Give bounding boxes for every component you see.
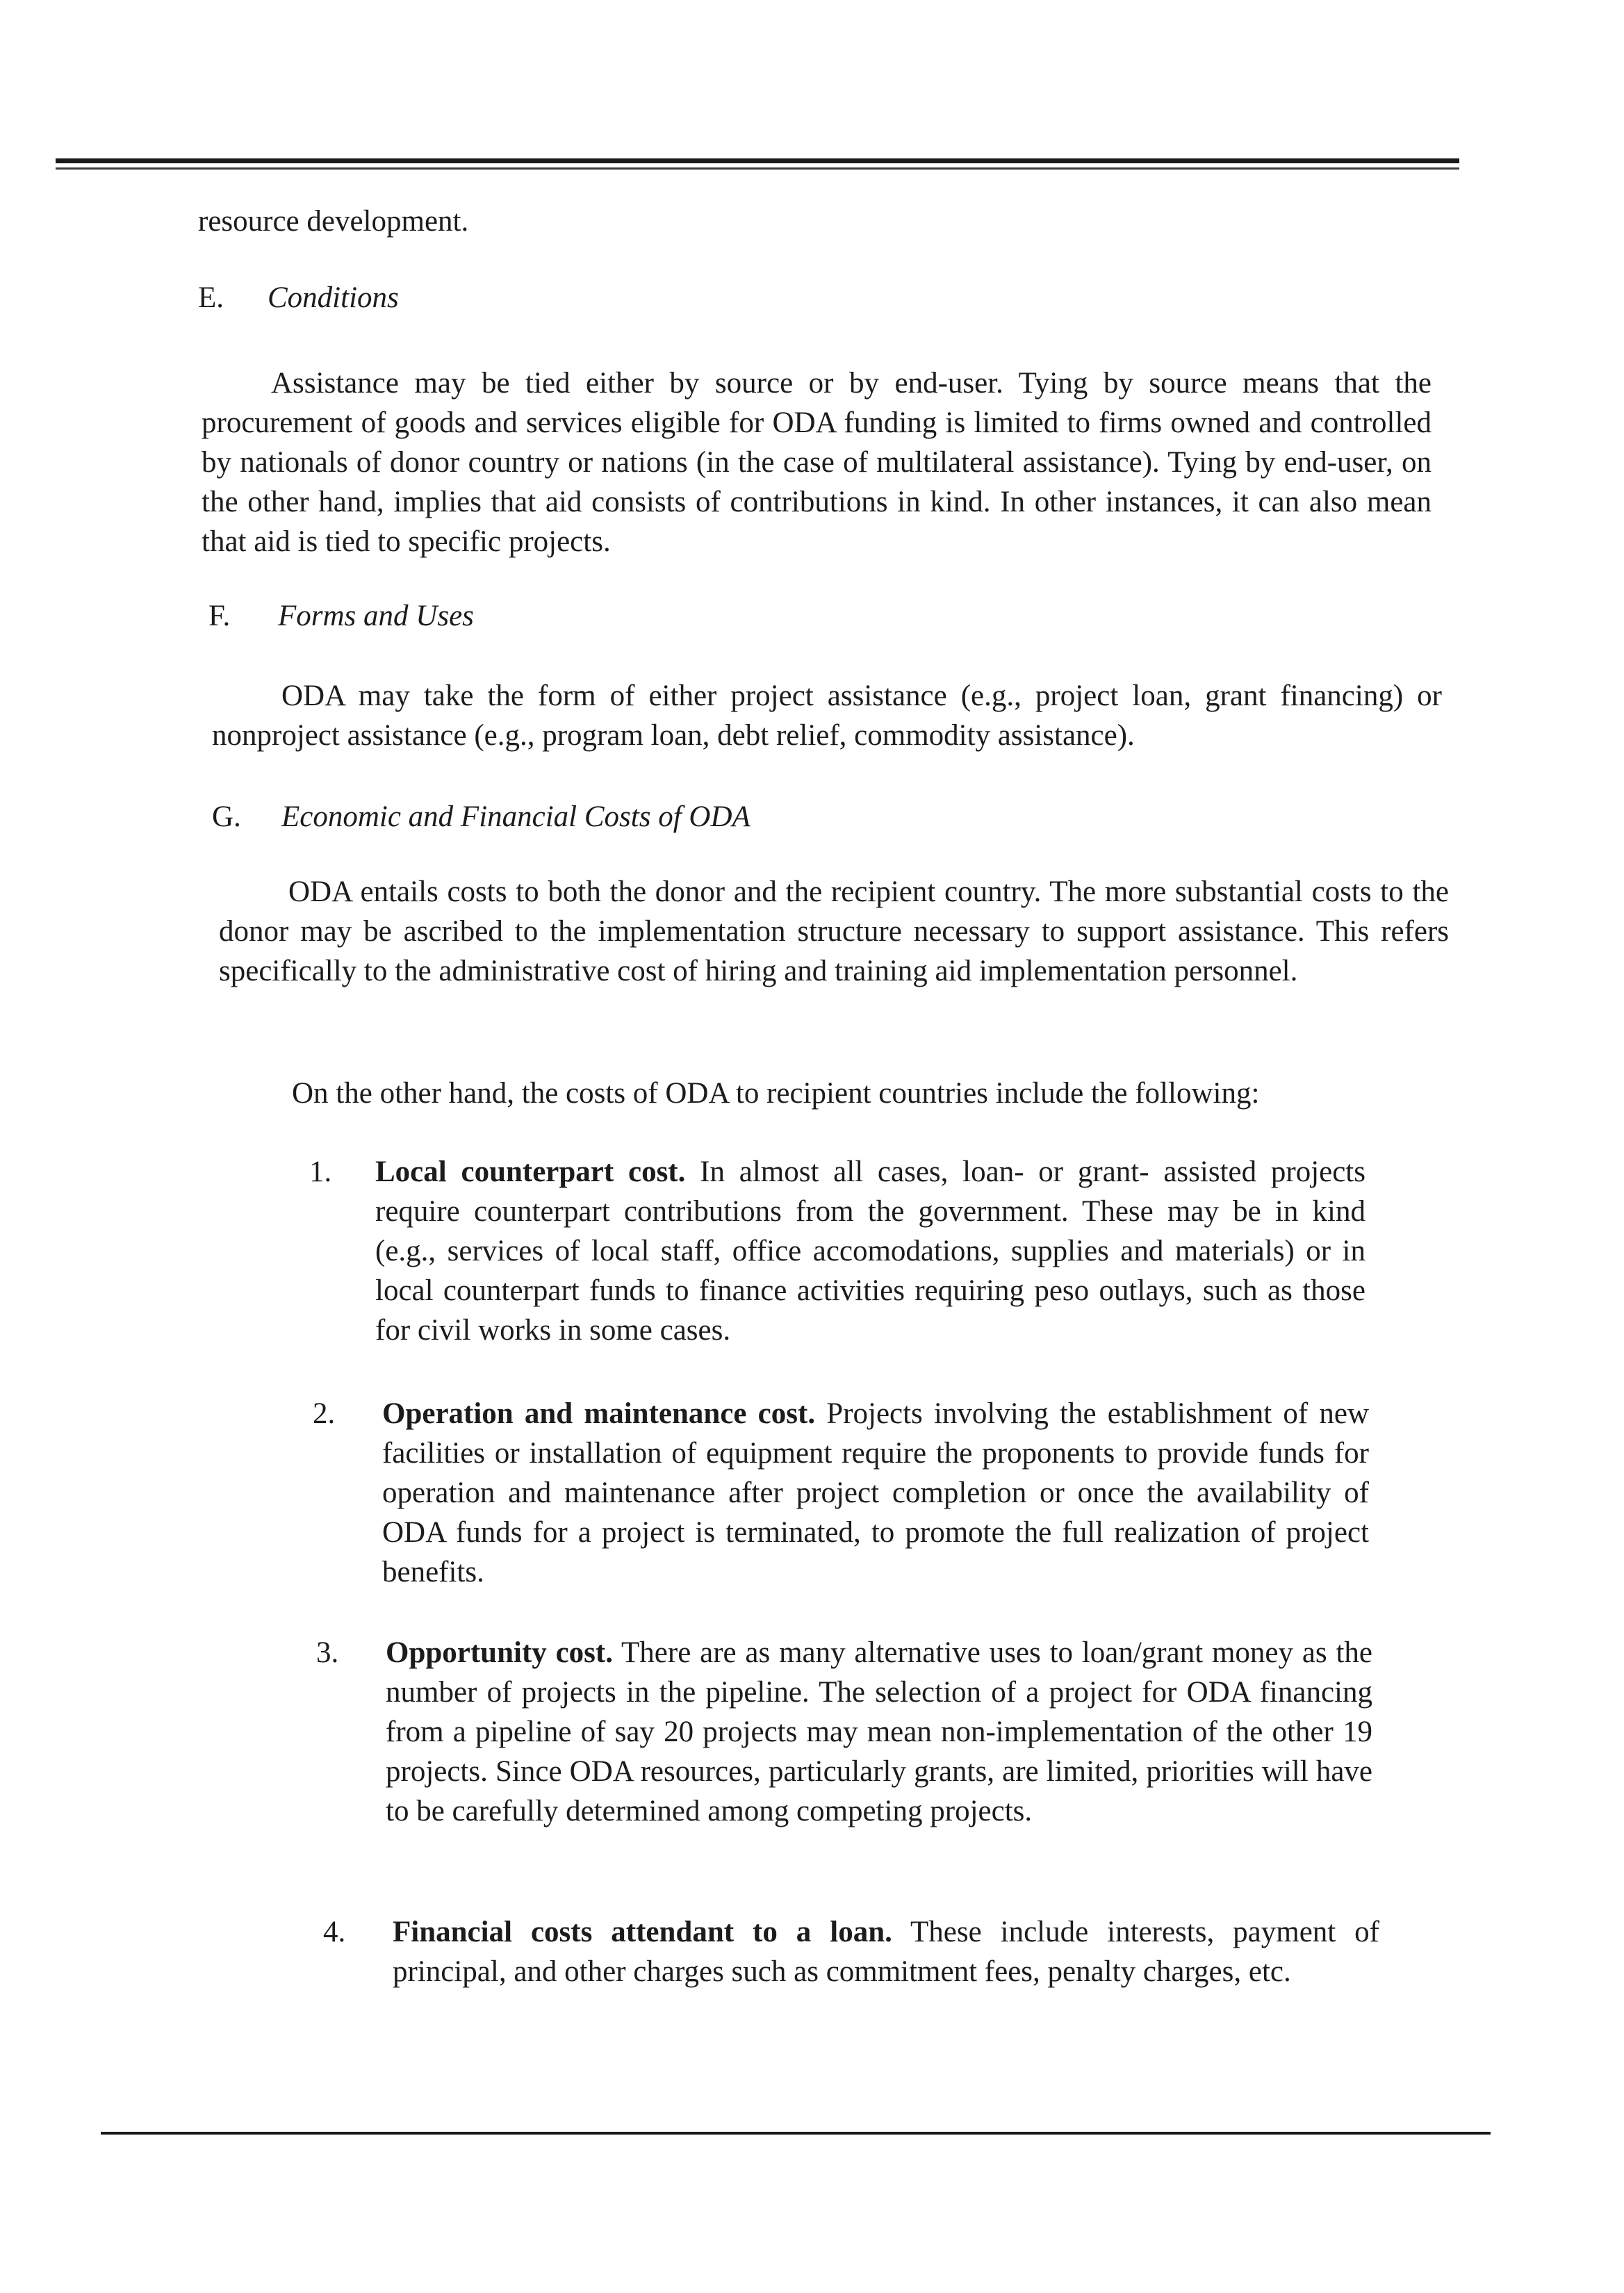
- list-item-number: 2.: [313, 1397, 336, 1430]
- paragraph-text: ODA may take the form of either project assistance (e.g., project loan, grant financing) or nonproject assistance (e.g., program loan, debt relief, commodity assistance).: [212, 680, 1442, 752]
- list-item-text: There are as many alternative uses to loan/grant money as the number of projects in the pipeline. The selection of a project for ODA financing from a pipeline of say 20 projects may mean non-implementation of the other 19 projects. Since ODA resources, particularly grants, are limited, priorities will have to be carefully determined among competing projects.: [386, 1636, 1373, 1827]
- list-item-term: Financial costs attendant to a loan.: [393, 1916, 892, 1948]
- list-item-term: Local counterpart cost.: [375, 1156, 686, 1188]
- section-heading-g: [212, 797, 751, 837]
- list-item-term: Operation and maintenance cost.: [382, 1397, 816, 1430]
- section-e-paragraph: [202, 363, 1432, 561]
- list-item-term: Opportunity cost.: [386, 1636, 613, 1669]
- section-title: Economic and Financial Costs of ODA: [281, 800, 751, 833]
- section-title: Conditions: [268, 281, 399, 314]
- section-letter: F.: [208, 600, 231, 632]
- list-item-number: 1.: [309, 1156, 332, 1188]
- section-heading-f: [208, 596, 474, 636]
- list-item-text: Projects involving the establishment of new facilities or installation of equipment require the proponents to provide funds for operation and maintenance after project completion or once the availability of ODA funds for a project is terminated, to promote the full realization of project benefits.: [382, 1397, 1369, 1588]
- section-g-paragraph-2: [219, 1074, 1470, 1113]
- top-rule-thin: [56, 167, 1459, 170]
- section-heading-e: [198, 278, 399, 318]
- paragraph-text: Assistance may be tied either by source or by end-user. Tying by source means that the procurement of goods and services eligible for ODA funding is limited to firms owned and controlled by nationals of donor country or nations (in the case of multilateral assistance). Tying by end-user, on the other hand, implies that aid consists of contributions in kind. In other instances, it can also mean that aid is tied to specific projects.: [202, 367, 1432, 558]
- section-g-paragraph-1: [219, 872, 1449, 991]
- section-letter: E.: [198, 281, 224, 314]
- list-item-number: 4.: [323, 1916, 346, 1948]
- section-title: Forms and Uses: [278, 600, 474, 632]
- top-rule: [56, 158, 1459, 163]
- continuation-text: resource development.: [198, 205, 469, 238]
- list-item-text: In almost all cases, loan- or grant- assisted projects require counterpart contributions from the government. These may be in kind (e.g., services of local staff, office accomodations, supplies and materials) or in local counterpart funds to finance activities requiring peso outlays, such as those for civil works in some cases.: [375, 1156, 1365, 1347]
- section-letter: G.: [212, 800, 241, 833]
- section-f-paragraph: [212, 676, 1442, 755]
- list-item-number: 3.: [316, 1636, 339, 1669]
- list-item-text: These include interests, payment of principal, and other charges such as commitment fees, penalty charges, etc.: [393, 1916, 1379, 1988]
- paragraph-text: ODA entails costs to both the donor and the recipient country. The more substantial costs to the donor may be ascribed to the implementation structure necessary to support assistance. This refers specifically to the administrative cost of hiring and training aid implementation personnel.: [219, 876, 1449, 987]
- paragraph-text: On the other hand, the costs of ODA to recipient countries include the following:: [292, 1077, 1260, 1110]
- bottom-rule: [101, 2132, 1491, 2135]
